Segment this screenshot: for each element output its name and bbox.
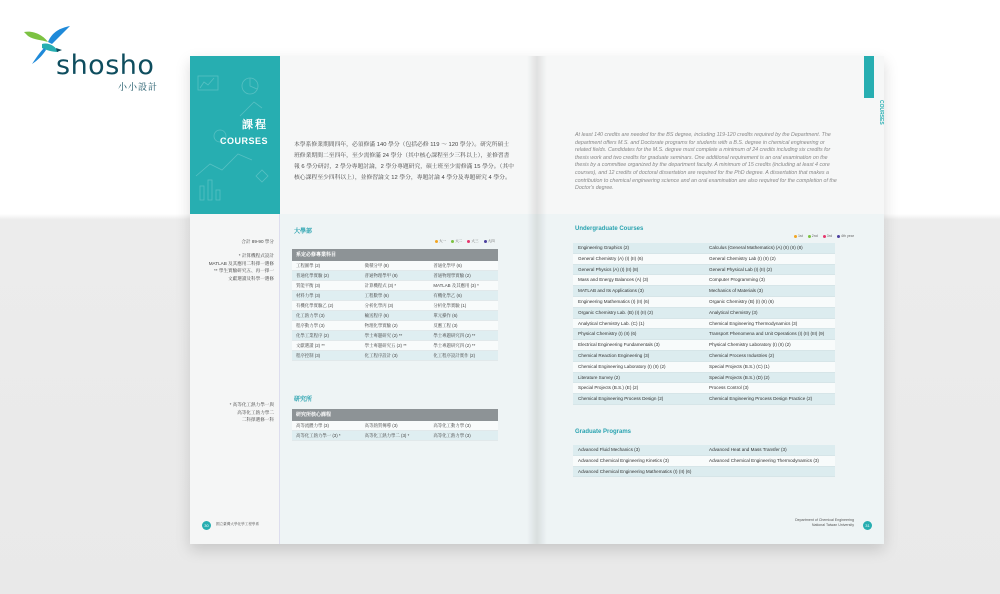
page-title-zh: 課程	[242, 119, 268, 131]
course-cell: Special Projects (B.S.) (C) (1)	[709, 363, 770, 369]
course-cell: General Physics (A) (I) (II) (8)	[578, 266, 639, 272]
course-cell: 學士專題研究四 (2) **	[433, 333, 476, 338]
course-cell: 反應工程 (3)	[433, 323, 458, 328]
legend-2nd: 2nd	[811, 234, 818, 238]
course-cell: 高等熱質傳導 (3)	[364, 423, 398, 428]
table-row	[573, 383, 835, 394]
legend-year-2: 大二	[455, 239, 463, 243]
course-cell: 有機化學實驗乙 (2)	[296, 303, 334, 308]
course-cell: Transport Phenomena and Unit Operations (I) (II) (III) (9)	[709, 331, 825, 337]
table-row	[573, 467, 835, 478]
intro-paragraph-zh: 本學系修業期間四年，必須修滿 140 學分（包括必修 119 ～ 120 學分）。研究所碩士班修業期間二至四年，至少需修滿 24 學分（其中核心課程至少三科以上），並修習書報 6 學分研討，2 學分專題討論，2 學分專題研究，碩士班至少需修滿 15 學分。（其中核心課程至少四科以上），並修習論文 12 學分，專題討論 4 學分及專題研究 4 學分。	[294, 142, 514, 181]
table-row	[292, 301, 498, 311]
year-legend	[434, 239, 495, 244]
course-cell: 高等化工熱力學二 (3) *	[364, 433, 410, 438]
course-cell: Engineering Mathematics (I) (II) (6)	[578, 298, 650, 304]
course-cell: Special Projects (B.S.) (D) (2)	[709, 374, 770, 380]
legend-year-3: 大三	[471, 239, 479, 243]
table-row	[573, 362, 835, 373]
course-cell: Calculus (General Mathematics) (A) (II) (II) (8)	[709, 245, 803, 250]
side-note-credits: 合計 89-90 學分	[241, 239, 274, 244]
course-cell: Engineering Graphics (2)	[578, 245, 630, 250]
left-page	[190, 56, 537, 544]
course-cell: 學士專題研究四 (2) **	[433, 343, 476, 348]
course-cell: General Chemistry (A) (I) (II) (6)	[578, 255, 644, 261]
table-row	[292, 311, 498, 321]
course-cell: 計算機程式 (3) *	[364, 283, 397, 288]
course-cell: Mechanics of Materials (3)	[709, 288, 763, 294]
course-cell: Chemical Engineering Process Design (2)	[578, 396, 664, 402]
course-cell: Advanced Heat and Mass Transfer (3)	[709, 447, 787, 452]
table-row	[573, 319, 835, 330]
course-cell: 高等化工熱力學 (3)	[433, 433, 471, 438]
grad-table-header: 研究所核心課程	[292, 409, 498, 421]
course-cell: 高等化工動力學 (3)	[433, 423, 471, 428]
table-row	[573, 254, 835, 265]
undergrad-courses-en	[573, 243, 835, 405]
shosho-logo	[22, 22, 162, 92]
course-cell: 普通化學實驗 (2)	[296, 273, 329, 278]
course-cell: 程序動力學 (3)	[296, 323, 325, 328]
legend-year-4: 大四	[487, 239, 495, 243]
book-gutter	[527, 56, 547, 544]
course-cell: 高等流體力學 (3)	[296, 423, 329, 428]
course-cell: 文獻選讀 (2) **	[296, 343, 325, 348]
course-cell: 程序控制 (3)	[296, 353, 321, 358]
course-cell: 有機化學乙 (6)	[433, 293, 462, 298]
course-cell: 質能平衡 (3)	[296, 283, 321, 288]
course-cell: Chemical Engineering Process Design Practice (2)	[709, 396, 813, 402]
banner-title	[220, 116, 268, 146]
course-cell: 微積分甲 (8)	[364, 263, 389, 268]
table-row	[292, 291, 498, 301]
grad-courses-en	[573, 445, 835, 477]
course-cell: Analytical Chemistry Lab. (C) (1)	[578, 320, 645, 326]
course-cell: Advanced Chemical Engineering Mathematics (I) (II) (6)	[578, 468, 692, 474]
undergrad-course-table	[292, 249, 498, 361]
side-note-electives: * 計算機程式設計 MATLAB 及其應用二科擇一選修 ** 學生實驗研究五、再一擇一 文獻選讀及科學一選修	[208, 253, 274, 281]
brand-name: shosho	[56, 50, 155, 81]
table-row	[573, 329, 835, 340]
course-cell: 普通物理學甲 (8)	[364, 273, 398, 278]
course-cell: 學士專題研究五 (2) **	[364, 343, 407, 348]
course-cell: 化學工業程序 (2)	[296, 333, 329, 338]
page-title-en: COURSES	[219, 136, 268, 146]
course-cell: 普通物理學實驗 (2)	[433, 273, 471, 278]
grad-title: Graduate Programs	[575, 429, 632, 435]
course-cell: General Chemistry Lab (I) (II) (2)	[709, 255, 776, 261]
table-row	[573, 351, 835, 362]
open-brochure	[190, 56, 884, 544]
footer-left: 國立臺灣大學化學工程學系	[216, 522, 260, 526]
table-row	[292, 331, 498, 341]
course-cell: 分析化學丙 (3)	[364, 303, 394, 308]
course-cell: 普通化學甲 (6)	[433, 263, 462, 268]
course-cell	[704, 467, 835, 477]
courses-tab-label: COURSES	[878, 100, 884, 125]
course-cell: Physical Chemistry Laboratory (I) (II) (2)	[709, 342, 791, 348]
table-row	[573, 286, 835, 297]
undergrad-title: Undergraduate Courses	[575, 226, 644, 232]
table-row	[573, 265, 835, 276]
table-row	[292, 351, 498, 361]
right-page	[537, 56, 884, 544]
table-row	[292, 421, 498, 431]
course-cell: MATLAB 及其應用 (3) *	[433, 283, 479, 288]
course-cell: Organic Chemistry Lab. (B) (I) (II) (2)	[578, 309, 654, 315]
page-number-right: 31	[863, 521, 872, 530]
table-row	[573, 445, 835, 456]
course-cell: 化工熱力學 (3)	[296, 313, 325, 318]
course-cell: Physical Chemistry (I) (II) (6)	[578, 331, 637, 337]
table-row	[292, 271, 498, 281]
legend-1st: 1st	[798, 234, 803, 238]
grad-label: 研究所	[294, 397, 313, 403]
intro-paragraph-en: At least 140 credits are needed for the BS degree, including 119-120 credits required by the Department. The department offers M.S. and Doctorate programs for students with a B.S. degree in chemical engineering or related fields. Candidates for the M.S. degree must complete a minimum of 24 credits including six credits for thesis work and two credits for graduate seminars. One additional requirement is an oral examination on the thesis by a committee organized by the department faculty. A minimum of 15 credits (including at least 4 core courses), and 12 credits of doctoral dissertation are required for the PhD degree. A dissertation that makes a contribution to chemical engineering science and an oral examination are also required for the completion of the Doctor's degree.	[575, 132, 837, 192]
course-cell: MATLAB and Its Applications (3)	[578, 288, 644, 294]
table-row	[292, 431, 498, 441]
undergrad-table-header: 系定必修專業科目	[292, 249, 498, 261]
side-note-thermo: * 高等化工熱力學一與 高等化工熱力學二 二科擇選修一科	[229, 402, 274, 422]
course-cell: 輸送程序 (6)	[364, 313, 389, 318]
table-row	[573, 394, 835, 405]
course-cell: 工程圖學 (2)	[296, 263, 321, 268]
course-cell: Electrical Engineering Fundamentals (3)	[578, 342, 660, 348]
courses-banner	[190, 56, 280, 214]
table-row	[573, 340, 835, 351]
year-legend-en	[793, 234, 854, 238]
course-cell: Chemical Reaction Engineering (3)	[578, 352, 650, 358]
course-cell: Organic Chemistry (B) (I) (II) (6)	[709, 298, 774, 304]
course-cell: Chemical Engineering Laboratory (I) (II) (2)	[578, 363, 666, 369]
course-cell: Chemical Process Industries (2)	[709, 352, 775, 358]
course-cell: 高等化工熱力學一 (3) *	[296, 433, 341, 438]
course-cell: 工程數學 (6)	[364, 293, 389, 298]
course-cell: 材料力學 (3)	[296, 293, 321, 298]
undergrad-label: 大學部	[294, 229, 313, 235]
legend-year-1: 大一	[439, 239, 447, 243]
course-cell: Process Control (3)	[709, 385, 749, 391]
table-row	[292, 281, 498, 291]
course-cell: Mass and Energy Balances (A) (3)	[578, 277, 649, 283]
course-cell: Advanced Chemical Engineering Kinetics (3)	[578, 457, 669, 463]
courses-tab-marker	[864, 56, 874, 98]
table-row	[573, 373, 835, 384]
page-number-left: 30	[202, 521, 211, 530]
course-cell: 單元操作 (6)	[433, 313, 458, 318]
course-cell: 化工程序設計實作 (2)	[433, 353, 476, 358]
course-cell: 化工程序設計 (3)	[364, 353, 398, 358]
course-cell: 學士專題研究 (2) **	[364, 333, 403, 338]
course-cell: General Physical Lab (I) (II) (2)	[709, 266, 773, 272]
legend-4th: 4th year	[841, 234, 854, 238]
course-cell: Advanced Fluid Mechanics (3)	[578, 447, 640, 452]
course-cell: Special Projects (B.S.) (E) (2)	[578, 385, 639, 391]
table-row	[573, 243, 835, 254]
course-cell: 物理化學實驗 (2)	[364, 323, 398, 328]
table-row	[573, 456, 835, 467]
table-row	[573, 297, 835, 308]
course-cell: Computer Programming (3)	[709, 277, 765, 283]
course-cell: Analytical Chemistry (3)	[709, 309, 758, 315]
course-cell: Advanced Chemical Engineering Thermodynamics (3)	[709, 457, 819, 463]
legend-3rd: 3rd	[826, 234, 832, 238]
table-row	[573, 275, 835, 286]
table-row	[292, 261, 498, 271]
course-cell: 分析化學實驗 (1)	[433, 303, 467, 308]
course-cell: Literature Survey (2)	[578, 374, 620, 380]
footer-right: Department of Chemical Engineering National Taiwan University	[795, 518, 854, 527]
course-cell: Chemical Engineering Thermodynamics (3)	[709, 320, 798, 326]
brand-subtitle: 小小設計	[118, 82, 159, 92]
table-row	[573, 308, 835, 319]
grad-course-table	[292, 409, 498, 441]
table-row	[292, 321, 498, 331]
table-row	[292, 341, 498, 351]
